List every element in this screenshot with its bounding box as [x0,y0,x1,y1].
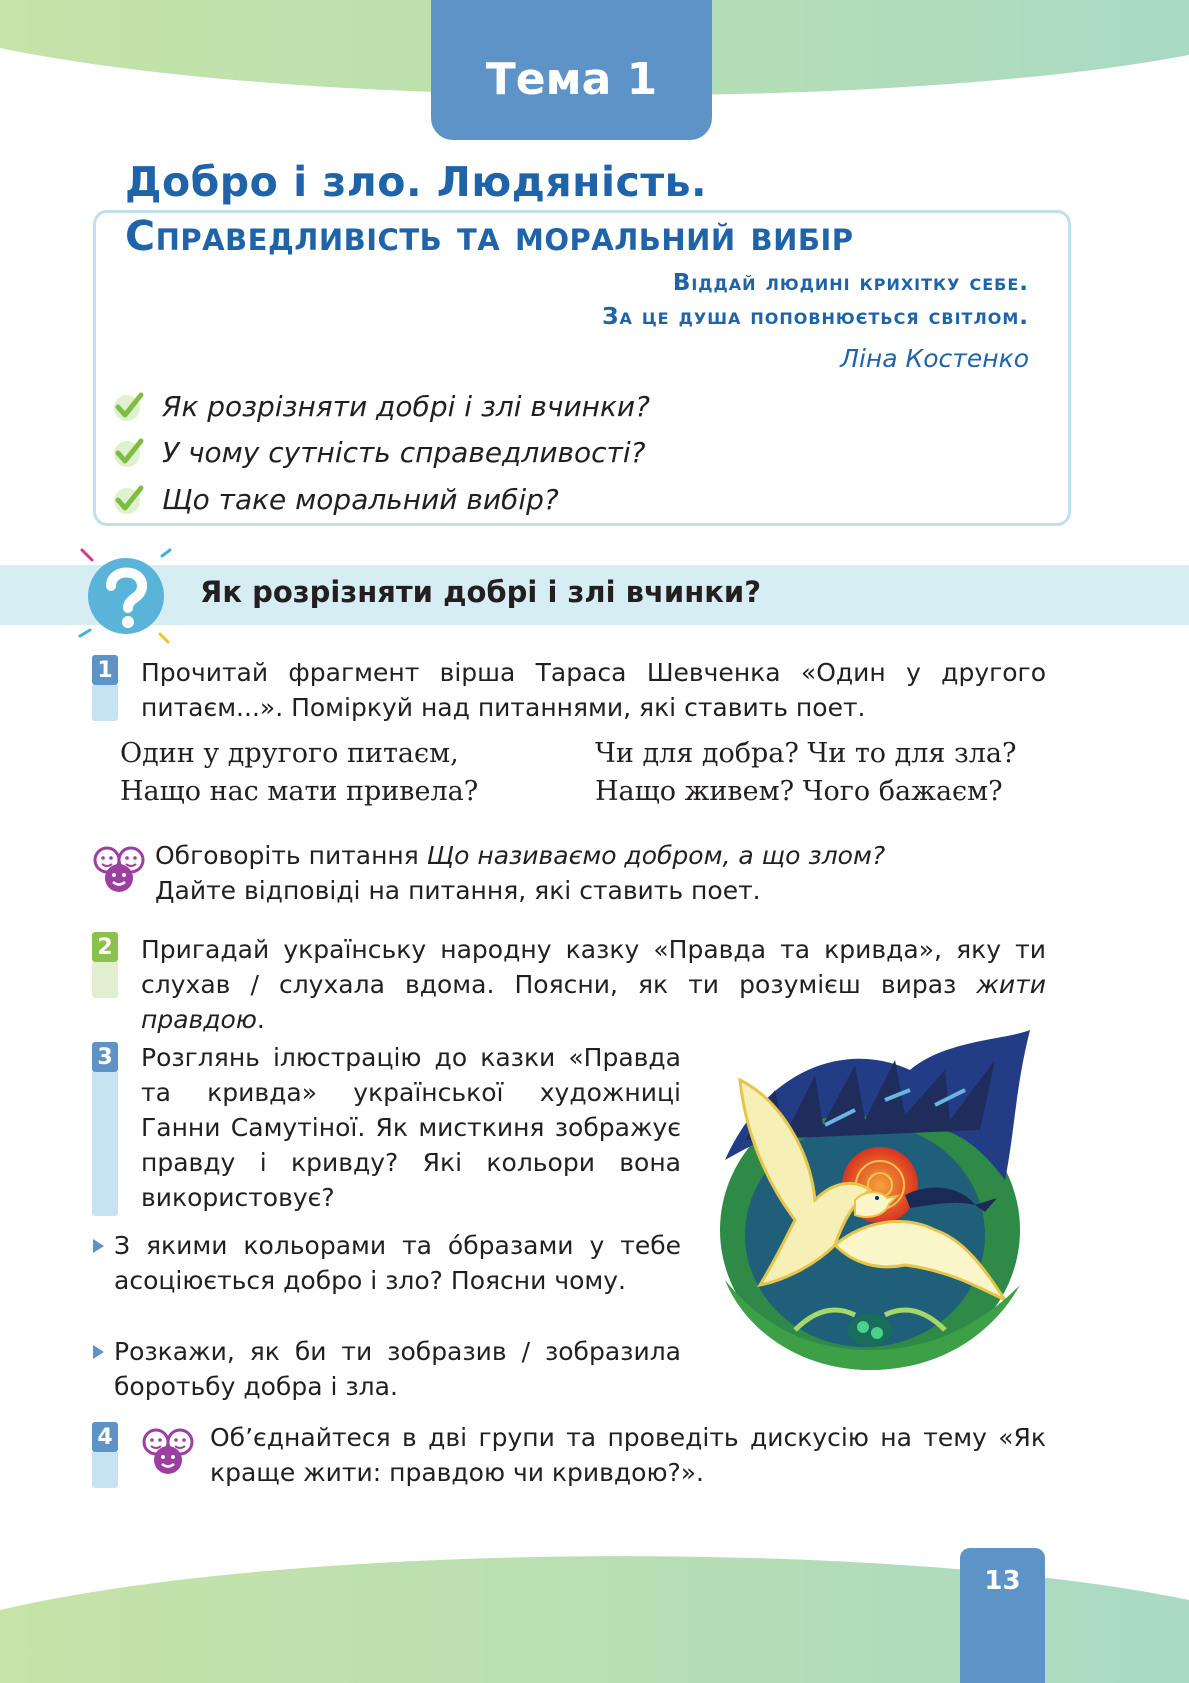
task-4-text: Об’єднайтеся в дві групи та проведіть дискусію на тему «Як краще жити: правдою чи кривдою?». [210,1423,1046,1487]
task-3-bullet [93,1334,681,1404]
poem-line: Один у другого питаєм, [120,738,459,769]
task-number-tail [92,1452,118,1488]
check-icon [112,389,146,423]
task-number-badge: 4 [92,1422,118,1452]
task-2-text-end: . [256,1005,265,1034]
task-3-bullet [93,1228,681,1298]
task-number-3 [92,1042,118,1216]
page-number: 13 [960,1548,1045,1683]
task-number-badge: 2 [92,932,118,962]
key-question-text: Як розрізняти добрі і злі вчинки? [162,389,650,423]
discussion-faces-icon [141,1425,197,1477]
key-question-text: Що таке моральний вибір? [162,482,559,516]
illustration-truth-and-falsehood [705,1030,1040,1375]
task-number-tail [92,1072,118,1216]
theme-tab: Тема 1 [431,0,712,140]
task-number-2 [92,932,118,998]
check-icon [112,435,146,469]
key-question [112,479,559,519]
triangle-bullet-icon [93,1239,104,1253]
question-mark-icon [76,546,176,646]
key-question [112,432,646,472]
task-number-tail [92,685,118,721]
key-question [112,386,650,426]
key-question-text: У чому сутність справедливості? [162,435,646,469]
task-2-expression: жити правдою [141,970,1046,1034]
discussion-question: Що називаємо добром, а що злом? [426,841,886,870]
epigraph-line2: За це душа поповнюється світлом. [602,304,1029,330]
discussion-faces-icon [92,843,148,895]
check-icon [112,482,146,516]
poem-column-left [120,735,478,811]
task-number-badge: 1 [92,655,118,685]
task-2-text [141,932,1046,1037]
task-number-badge: 3 [92,1042,118,1072]
task-number-1 [92,655,118,721]
discussion-text [155,838,1035,908]
section-heading: Як розрізняти добрі і злі вчинки? [200,575,762,609]
poem-line: Нащо живем? Чого бажаєм? [595,776,1003,807]
page-title-line2: Справедливість та моральний вибір [125,212,854,260]
epigraph-author: Ліна Костенко [840,344,1029,373]
epigraph-line1: Віддай людині крихітку себе. [672,270,1029,296]
task-3-bullet-text: Розкажи, як би ти зобразив / зобразила боротьбу добра і зла. [114,1337,681,1401]
task-3-bullet-text: З якими кольорами та óбразами у тебе асоціюється добро і зло? Поясни чому. [114,1231,681,1295]
triangle-bullet-icon [93,1345,104,1359]
poem-line: Нащо нас мати привела? [120,776,479,807]
task-1-text: Прочитай фрагмент вірша Тараса Шевченка «Один у другого питаєм...». Поміркуй над питаннями, які ставить поет. [141,658,1046,722]
task-2-text-main: Пригадай українську народну казку «Правда та кривда», яку ти слухав / слухала вдома. Поясни, як ти розумієш вираз [141,935,1046,999]
page-title-line1: Добро і зло. Людяність. [125,158,708,206]
poem-column-right [595,735,1016,811]
discussion-line2: Дайте відповіді на питання, які ставить поет. [155,876,761,905]
task-number-4 [92,1422,118,1488]
discussion-prefix: Обговоріть питання [155,841,427,870]
task-number-tail [92,962,118,998]
task-3-text: Розглянь ілюстрацію до казки «Правда та кривда» української художниці Ганни Самутіної. Як мисткиня зображує правду і кривду? Які кольори вона використовує? [141,1043,681,1212]
poem-line: Чи для добра? Чи то для зла? [595,738,1017,769]
